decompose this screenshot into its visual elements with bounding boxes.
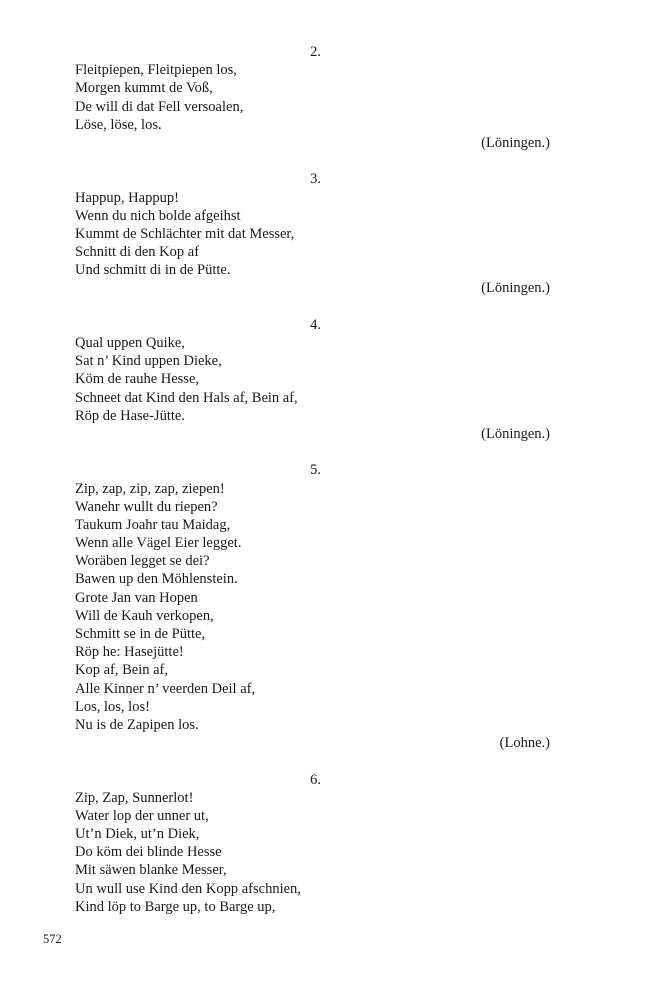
source-attribution: (Löningen.) — [481, 280, 550, 297]
verse-line: Do köm dei blinde Hesse — [75, 844, 222, 861]
verse-line: Happup, Happup! — [75, 189, 179, 206]
verse-line: Taukum Joahr tau Maidag, — [75, 516, 231, 533]
verse-line: Wenn alle Vägel Eier legget. — [75, 535, 242, 552]
stanza-gap — [75, 443, 550, 461]
verse-line: Morgen kummt de Voß, — [75, 80, 213, 97]
verse-line: Grote Jan van Hopen — [75, 589, 198, 606]
poem-4 — [75, 316, 550, 443]
stanza-gap — [75, 752, 550, 770]
poem-number: 4. — [310, 316, 321, 333]
poem-3 — [75, 170, 550, 297]
verse-line: Wenn du nich bolde afgeihst — [75, 207, 241, 224]
verse-line: Schmitt se in de Pütte, — [75, 626, 206, 642]
verse-line: Mit säwen blanke Messer, — [75, 862, 227, 879]
verse-line: Schnitt di den Kop af — [75, 244, 200, 261]
poem-2 — [75, 43, 550, 152]
verse-line: Wanehr wullt du riepen? — [75, 498, 218, 515]
verse-line: Nu is de Zapipen los. — [75, 716, 199, 733]
verse-line: Und schmitt di in de Pütte. — [75, 262, 231, 279]
verse-line: Water lop der unner ut, — [75, 807, 209, 824]
verse-line: Qual uppen Quike, — [75, 335, 185, 351]
verse-line: Zip, zap, zip, zap, ziepen! — [75, 480, 225, 497]
verse-line: Röp he: Hasejütte! — [75, 644, 184, 661]
source-attribution: (Löningen.) — [481, 425, 550, 442]
verse-line: Kop af, Bein af, — [75, 662, 169, 679]
verse-line: Köm de rauhe Hesse, — [75, 371, 200, 388]
source-attribution: (Löningen.) — [481, 134, 550, 151]
verse-line: Alle Kinner n’ veerden Deil af, — [75, 680, 256, 697]
verse-line: Bawen up den Möhlenstein. — [75, 571, 238, 588]
verse-line: Will de Kauh verkopen, — [75, 607, 214, 624]
poem-number: 2. — [310, 44, 321, 60]
page-number: 572 — [43, 932, 62, 946]
poem-number: 5. — [310, 462, 321, 479]
stanza-gap — [75, 152, 550, 170]
stanza-gap — [75, 298, 550, 316]
verse-line: Woräben legget se dei? — [75, 553, 210, 570]
verse-line: Un wull use Kind den Kopp afschnien, — [75, 880, 301, 897]
verse-line: Kummt de Schlächter mit dat Messer, — [75, 225, 295, 242]
verse-line: Zip, Zap, Sunnerlot! — [75, 789, 194, 806]
poem-5 — [75, 461, 550, 752]
verse-line: Schneet dat Kind den Hals af, Bein af, — [75, 389, 298, 406]
page-body — [75, 43, 550, 916]
poem-number: 3. — [310, 171, 321, 188]
verse-line: De will di dat Fell versoalen, — [75, 98, 244, 115]
verse-line: Kind löp to Barge up, to Barge up, — [75, 898, 276, 915]
verse-line: Sat n’ Kind uppen Dieke, — [75, 353, 222, 370]
verse-line: Löse, löse, los. — [75, 116, 162, 133]
verse-line: Röp de Hase-Jütte. — [75, 407, 185, 424]
source-attribution: (Lohne.) — [499, 735, 550, 752]
verse-line: Ut’n Diek, ut’n Diek, — [75, 826, 200, 843]
poem-6 — [75, 771, 550, 917]
poem-number: 6. — [310, 771, 321, 788]
verse-line: Los, los, los! — [75, 698, 150, 715]
verse-line: Fleitpiepen, Fleitpiepen los, — [75, 62, 237, 79]
